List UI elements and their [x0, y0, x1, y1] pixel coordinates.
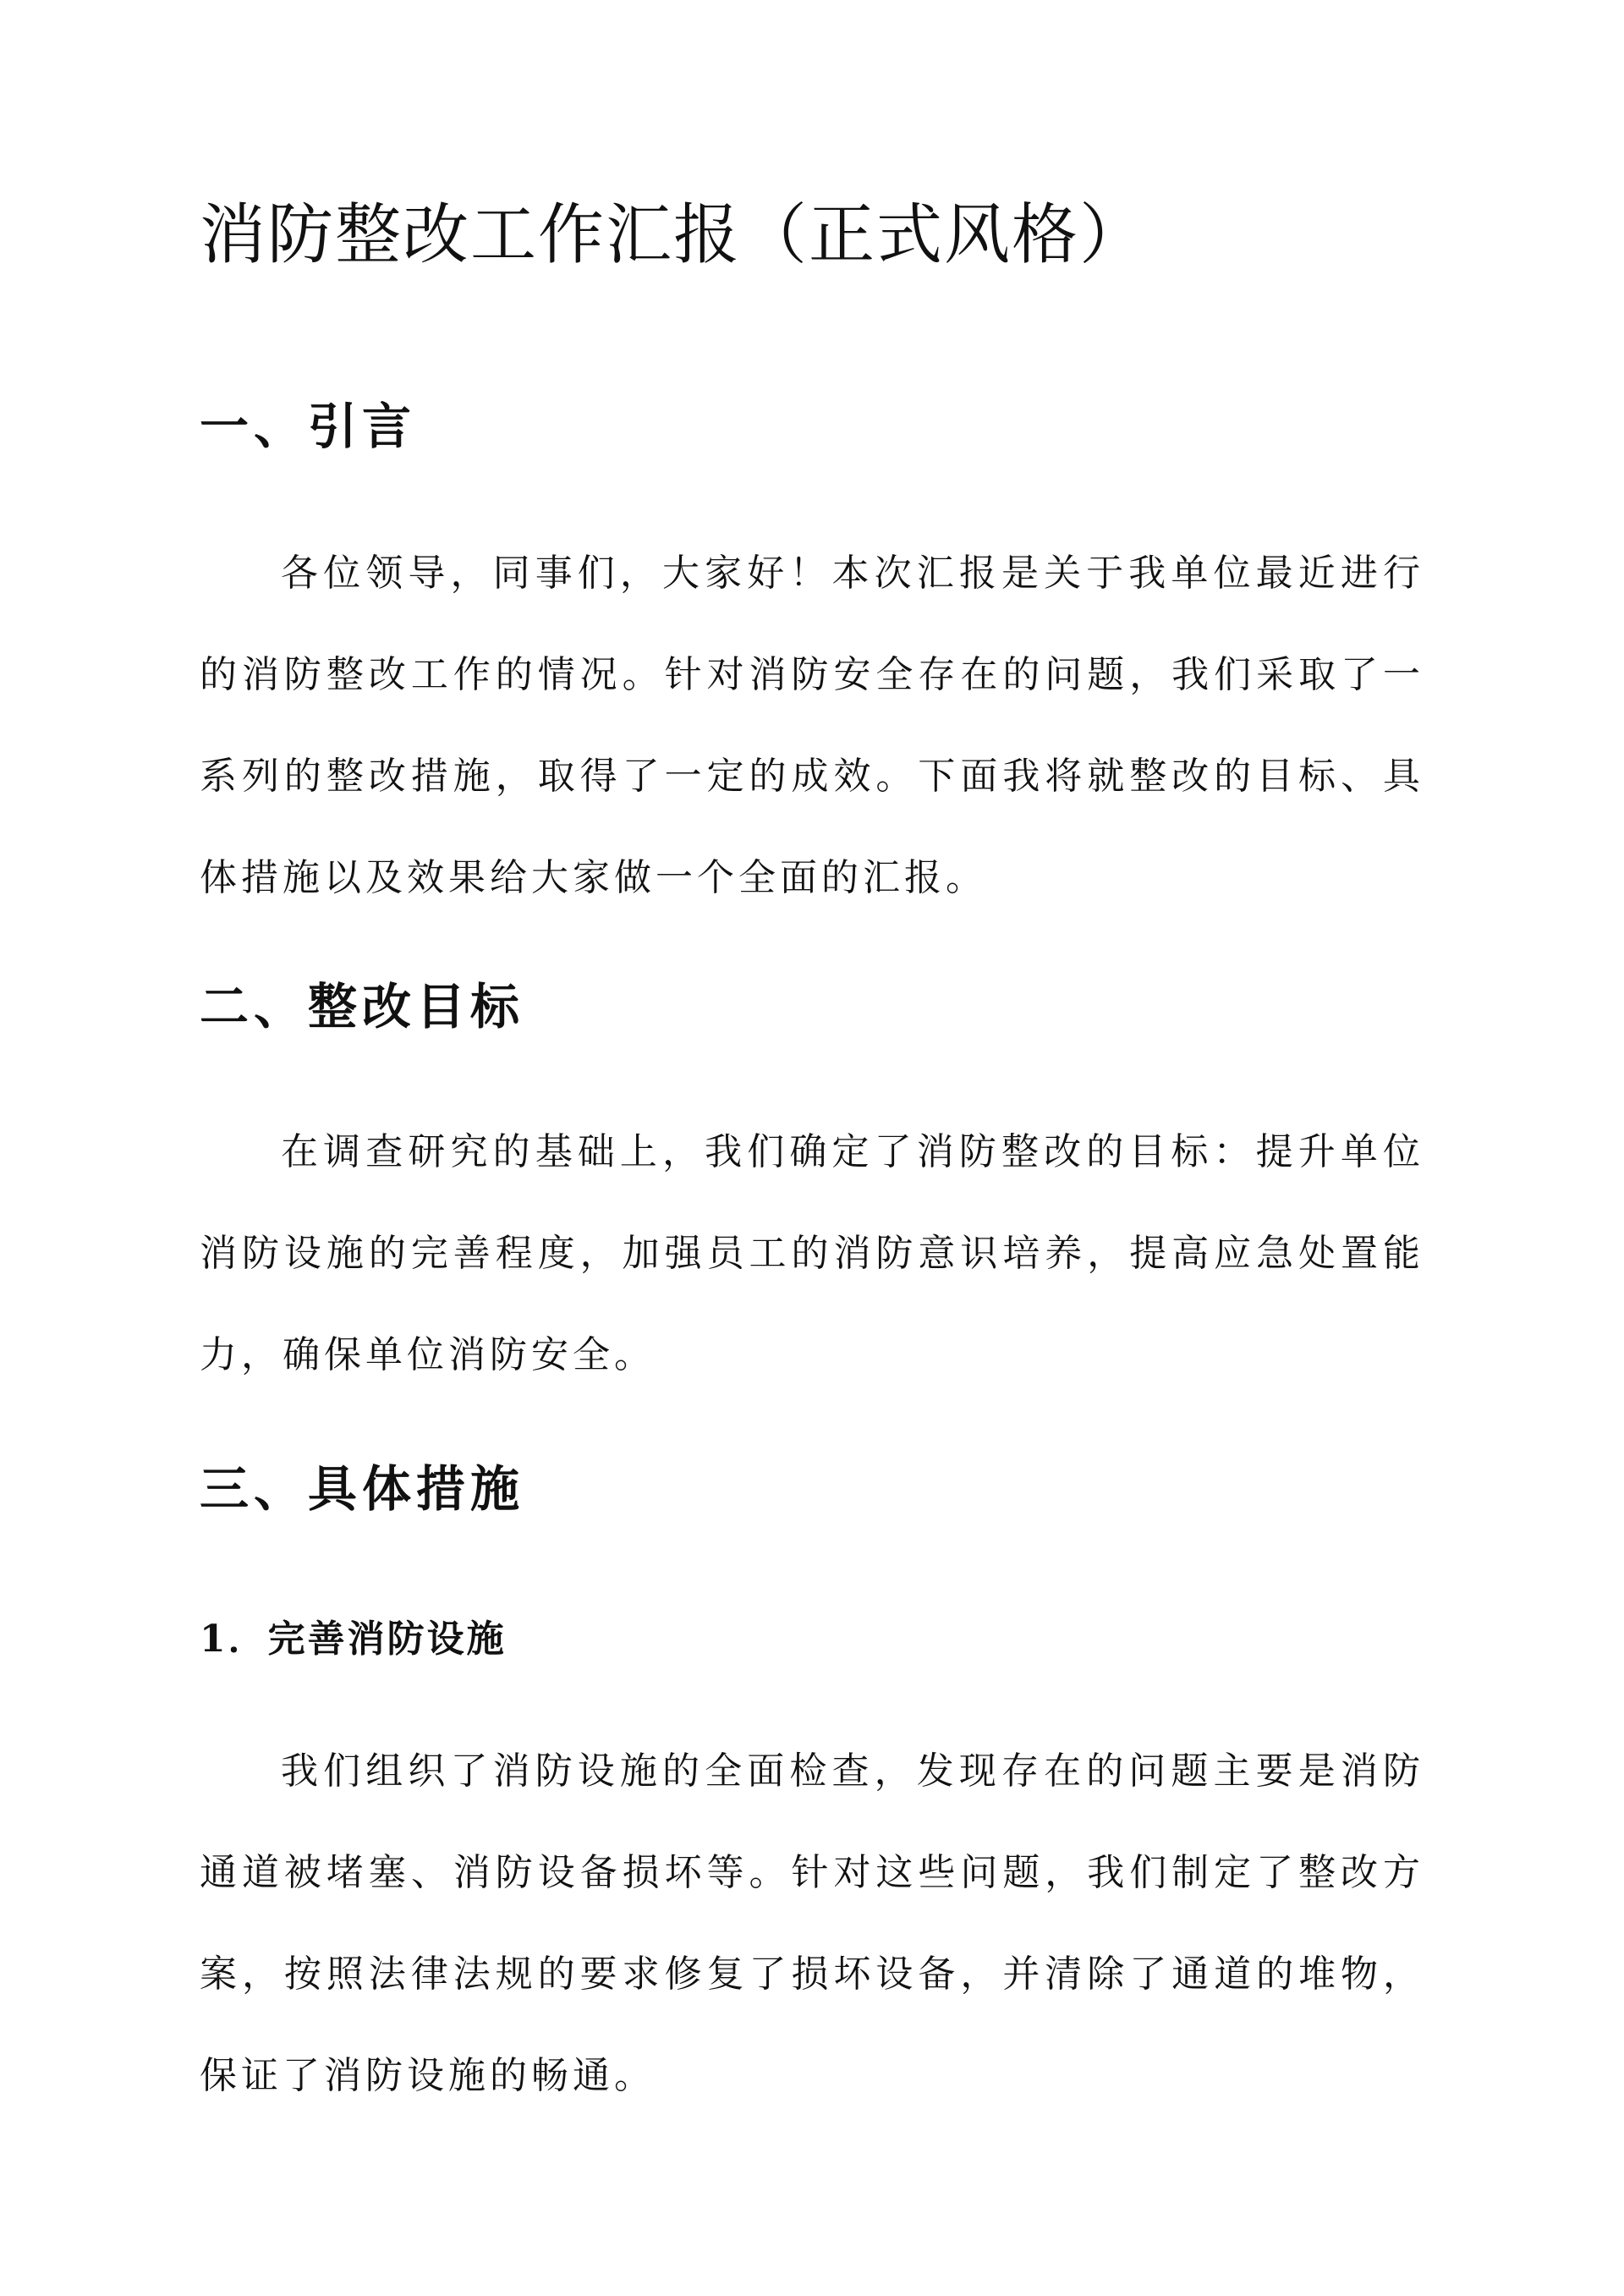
section-heading-introduction: 一、引言 [200, 398, 417, 455]
subsection-heading-facilities: 1．完善消防设施 [200, 1618, 507, 1661]
section-heading-measures: 三、具体措施 [200, 1460, 525, 1518]
section-paragraph-goals: 在调查研究的基础上，我们确定了消防整改的目标：提升单位消防设施的完善程度，加强员工的消防意识培养，提高应急处置能力，确保单位消防安全。 [200, 1130, 1424, 1376]
document-title: 消防整改工作汇报（正式风格） [200, 197, 1148, 273]
subsection-paragraph-facilities: 我们组织了消防设施的全面检查，发现存在的问题主要是消防通道被堵塞、消防设备损坏等。针对这些问题，我们制定了整改方案，按照法律法规的要求修复了损坏设备，并清除了通道的堆物，保证了消防设施的畅通。 [200, 1749, 1424, 2097]
section-paragraph-introduction: 各位领导，同事们，大家好！本次汇报是关于我单位最近进行的消防整改工作的情况。针对消防安全存在的问题，我们采取了一系列的整改措施，取得了一定的成效。下面我将就整改的目标、具体措施以及效果给大家做一个全面的汇报。 [200, 552, 1424, 899]
section-heading-goals: 二、整改目标 [200, 978, 525, 1035]
